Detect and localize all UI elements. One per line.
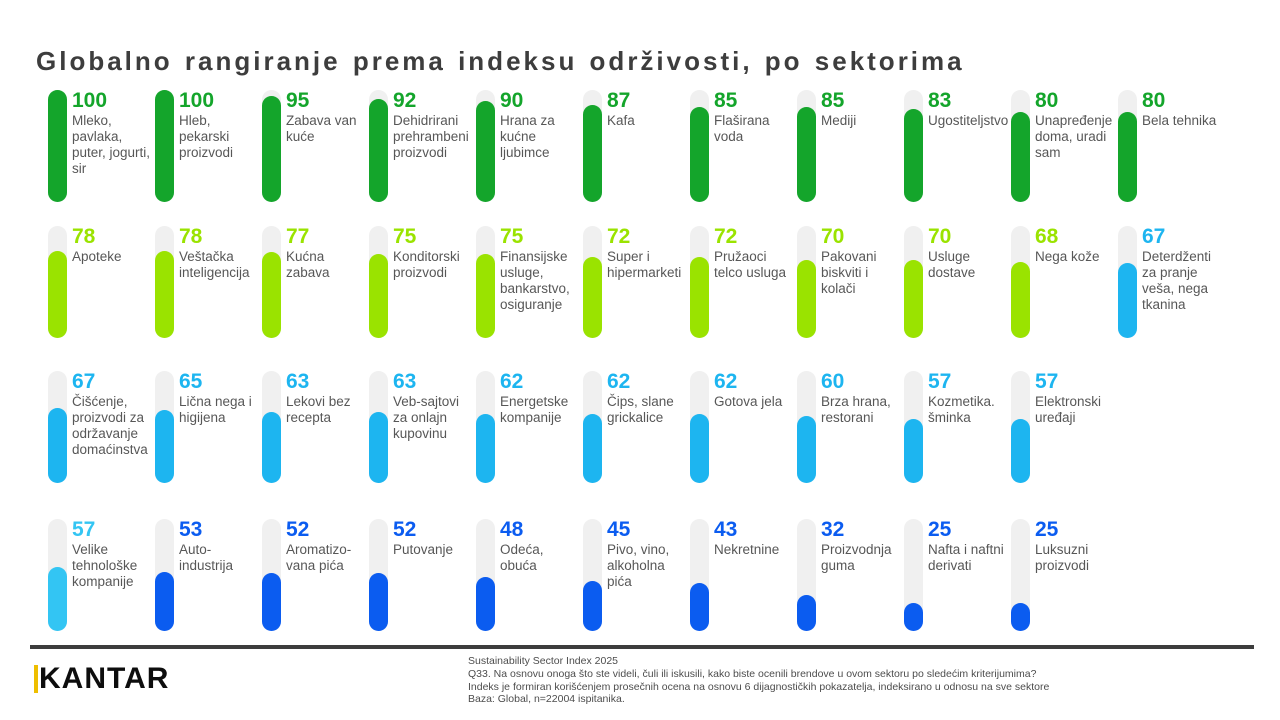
sector-bar-track [476,90,495,202]
sector-label: Veb-sajtovi za onlajn kupovinu [393,394,460,441]
sector-bar-track [1011,226,1030,338]
sector-bar-track [797,226,816,338]
sector-label: Unapređenje doma, uradi sam [1035,113,1113,160]
sector-score: 25 [1035,518,1059,541]
sector-bar-track [476,371,495,483]
sector-bar-fill [797,416,816,483]
sector-score: 52 [393,518,417,541]
sector-bar-fill [369,573,388,631]
kantar-logo-text: KANTAR [39,662,170,695]
sector-score: 43 [714,518,738,541]
sector-bar-fill [369,99,388,202]
sector-score: 78 [179,225,203,248]
sector-label: Apoteke [72,249,122,265]
sector-item [262,519,369,631]
sector-bar-track [369,519,388,631]
sector-bar-fill [369,254,388,338]
sector-bar-track [690,90,709,202]
sector-item [1118,90,1225,202]
sector-bar-track [904,371,923,483]
sector-row-2 [48,226,1225,338]
sector-label: Mleko, pavlaka, puter, jogurti, sir [72,113,151,176]
sector-bar-track [155,90,174,202]
sector-bar-track [476,519,495,631]
sector-bar-track [583,371,602,483]
sector-label: Konditorski proizvodi [393,249,460,280]
sector-bar-track [904,519,923,631]
sector-bar-track [48,90,67,202]
sector-score: 90 [500,89,524,112]
sector-item [369,90,476,202]
sector-label: Veštačka inteligencija [179,249,250,280]
sector-score: 92 [393,89,417,112]
sector-bar-fill [904,260,923,338]
sector-item [262,90,369,202]
sector-bar-track [1118,90,1137,202]
sector-bar-track [904,226,923,338]
sector-row-3 [48,371,1225,483]
sector-score: 60 [821,370,845,393]
sector-bar-fill [583,105,602,202]
sector-item [1011,519,1118,631]
sector-item [583,226,690,338]
sector-bar-fill [797,107,816,202]
sector-score: 57 [72,518,96,541]
sector-bar-fill [1011,419,1030,483]
sector-score: 68 [1035,225,1059,248]
footnote-line: Sustainability Sector Index 2025 [468,655,619,667]
sector-bar-fill [48,408,67,483]
sector-label: Bela tehnika [1142,113,1217,129]
sector-score: 70 [821,225,845,248]
sector-bar-fill [904,419,923,483]
sector-bar-fill [904,603,923,631]
sector-item [690,90,797,202]
sector-bar-track [262,371,281,483]
sector-item [1011,371,1118,483]
sector-item [155,371,262,483]
sector-bar-fill [690,414,709,483]
sector-label: Odeća, obuća [500,542,544,573]
sector-item [48,90,155,202]
sector-bar-fill [797,260,816,338]
kantar-logo [34,664,169,694]
sector-label: Pivo, vino, alkoholna pića [607,542,670,589]
sector-label: Deterdženti za pranje veša, nega tkanina [1142,249,1212,312]
sector-bar-fill [1011,112,1030,202]
sector-item [1011,90,1118,202]
sector-item [369,371,476,483]
sector-bar-track [262,519,281,631]
sector-item [48,371,155,483]
sector-label: Auto-industrija [179,542,234,573]
sector-score: 65 [179,370,203,393]
sector-item [904,371,1011,483]
footnotes [468,655,1188,706]
sector-label: Čišćenje, proizvodi za održavanje domaćinstva [72,394,148,457]
sector-item [369,519,476,631]
sector-label: Ugostiteljstvo [928,113,1009,129]
sector-bar-fill [155,251,174,338]
sector-bar-track [583,226,602,338]
sector-bar-fill [48,567,67,631]
sector-bar-fill [262,96,281,202]
sector-bar-track [262,226,281,338]
sector-label: Proizvodnja guma [821,542,892,573]
sector-label: Aromatizo-vana pića [286,542,352,573]
sector-bar-fill [262,573,281,631]
sector-bar-track [369,90,388,202]
sector-score: 53 [179,518,203,541]
sector-label: Brza hrana, restorani [821,394,891,425]
sector-label: Hleb, pekarski proizvodi [179,113,234,160]
sector-score: 70 [928,225,952,248]
sector-bar-fill [690,107,709,202]
sector-item [1011,226,1118,338]
sector-bar-fill [48,90,67,202]
footnote-line: Q33. Na osnovu onoga što ste videli, čuli ili iskusili, kako biste ocenili brendove u ovom sektoru po sledećim kriterijumima? [468,667,1037,680]
sector-bar-fill [797,595,816,631]
sector-item [904,90,1011,202]
sector-label: Kućna zabava [286,249,330,280]
sector-bar-fill [48,251,67,338]
sector-row-1 [48,90,1225,202]
sector-bar-track [1118,226,1137,338]
sector-bar-fill [476,577,495,631]
sector-bar-track [155,519,174,631]
sector-score: 63 [393,370,417,393]
sector-score: 32 [821,518,845,541]
sector-bar-fill [262,252,281,338]
sector-label: Nega kože [1035,249,1100,265]
sector-score: 62 [714,370,738,393]
sector-item [476,519,583,631]
sector-label: Nafta i naftni derivati [928,542,1004,573]
sector-label: Putovanje [393,542,454,558]
sector-bar-fill [262,412,281,483]
sector-bar-track [690,371,709,483]
sector-label: Čips, slane grickalice [607,394,674,425]
sector-item [797,226,904,338]
sector-item [797,371,904,483]
sector-score: 75 [393,225,417,248]
sector-label: Gotova jela [714,394,783,410]
sector-item [797,519,904,631]
sector-bar-track [797,519,816,631]
sector-item [583,371,690,483]
sector-score: 75 [500,225,524,248]
sector-label: Dehidrirani prehrambeni proizvodi [393,113,469,160]
sector-bar-fill [904,109,923,202]
sector-item [690,519,797,631]
sector-score: 63 [286,370,310,393]
sector-item [155,519,262,631]
sector-item [904,226,1011,338]
sector-item [476,371,583,483]
sector-score: 45 [607,518,631,541]
sector-label: Usluge dostave [928,249,976,280]
sector-bar-track [583,90,602,202]
sector-bar-track [690,519,709,631]
sector-bar-track [48,519,67,631]
sector-item [476,226,583,338]
sector-score: 62 [607,370,631,393]
sector-bar-fill [1118,263,1137,338]
sector-bar-fill [690,583,709,631]
sector-row-4 [48,519,1225,631]
sector-score: 100 [179,89,215,112]
sector-item [583,90,690,202]
sector-label: Nekretnine [714,542,780,558]
sector-bar-fill [690,257,709,338]
sector-score: 78 [72,225,96,248]
sector-bar-fill [1011,262,1030,338]
sector-bar-fill [1118,112,1137,202]
page-title: Globalno rangiranje prema indeksu održivosti, po sektorima [36,46,965,76]
sector-score: 100 [72,89,108,112]
footnote-line: Indeks je formiran korišćenjem prosečnih ocena na osnovu 6 dijagnostičkih pokazatelja, indeksirano u odnosu na sve sektore [468,680,1050,693]
sector-bar-track [797,371,816,483]
sector-item [48,226,155,338]
sector-score: 57 [1035,370,1059,393]
sector-label: Pakovani biskviti i kolači [821,249,877,296]
sector-item [904,519,1011,631]
sector-label: Mediji [821,113,857,129]
sector-bar-track [48,226,67,338]
sector-item [262,226,369,338]
sector-score: 67 [1142,225,1166,248]
sector-item [1118,226,1225,338]
sector-label: Lekovi bez recepta [286,394,351,425]
sector-bar-track [690,226,709,338]
sector-label: Finansijske usluge, bankarstvo, osiguranje [500,249,570,312]
sector-item [48,519,155,631]
sector-score: 77 [286,225,310,248]
sector-score: 25 [928,518,952,541]
sector-bar-track [476,226,495,338]
sector-label: Energetske kompanije [500,394,569,425]
sector-label: Kozmetika. šminka [928,394,995,425]
sector-score: 48 [500,518,524,541]
sector-bar-track [48,371,67,483]
sector-score: 80 [1142,89,1166,112]
sector-item [155,90,262,202]
sector-label: Zabava van kuće [286,113,357,144]
sector-item [262,371,369,483]
sector-score: 67 [72,370,96,393]
sector-bar-fill [583,414,602,483]
sector-bar-track [155,226,174,338]
kantar-logo-gold-bar-icon [34,665,38,693]
sector-score: 85 [714,89,738,112]
sector-bar-fill [583,257,602,338]
sector-score: 80 [1035,89,1059,112]
sector-label: Luksuzni proizvodi [1035,542,1090,573]
sector-score: 83 [928,89,952,112]
sector-score: 57 [928,370,952,393]
sector-bar-fill [369,412,388,483]
sector-item [155,226,262,338]
footer-divider [30,645,1254,649]
sector-bar-fill [1011,603,1030,631]
sector-label: Lična nega i higijena [179,394,252,425]
sector-bar-fill [476,414,495,483]
sector-bar-track [155,371,174,483]
sector-bar-track [262,90,281,202]
sector-item [583,519,690,631]
sector-item [690,371,797,483]
sector-bar-fill [155,90,174,202]
sector-score: 87 [607,89,631,112]
sector-item [797,90,904,202]
sector-label: Pružaoci telco usluga [714,249,787,280]
sector-score: 72 [714,225,738,248]
sector-bar-track [1011,90,1030,202]
sector-bar-track [369,371,388,483]
sector-bar-track [1011,519,1030,631]
sector-label: Elektronski uređaji [1035,394,1102,425]
sector-bar-track [904,90,923,202]
sector-bar-fill [476,101,495,202]
sector-bar-fill [155,572,174,631]
sector-label: Kafa [607,113,635,129]
sector-label: Flaširana voda [714,113,770,144]
sector-label: Velike tehnološke kompanije [72,542,138,589]
sector-bar-fill [583,581,602,631]
sector-score: 72 [607,225,631,248]
sector-score: 85 [821,89,845,112]
sector-score: 52 [286,518,310,541]
footnote-line: Baza: Global, n=22004 ispitanika. [468,693,625,706]
sector-label: Hrana za kućne ljubimce [500,113,555,160]
sector-bar-fill [476,254,495,338]
sector-bar-track [797,90,816,202]
sector-score: 95 [286,89,310,112]
sector-label: Super i hipermarketi [607,249,682,280]
sector-bar-fill [155,410,174,483]
sector-score: 62 [500,370,524,393]
sector-bar-track [369,226,388,338]
sector-item [369,226,476,338]
sector-bar-track [1011,371,1030,483]
sector-item [690,226,797,338]
sector-item [476,90,583,202]
sector-bar-track [583,519,602,631]
